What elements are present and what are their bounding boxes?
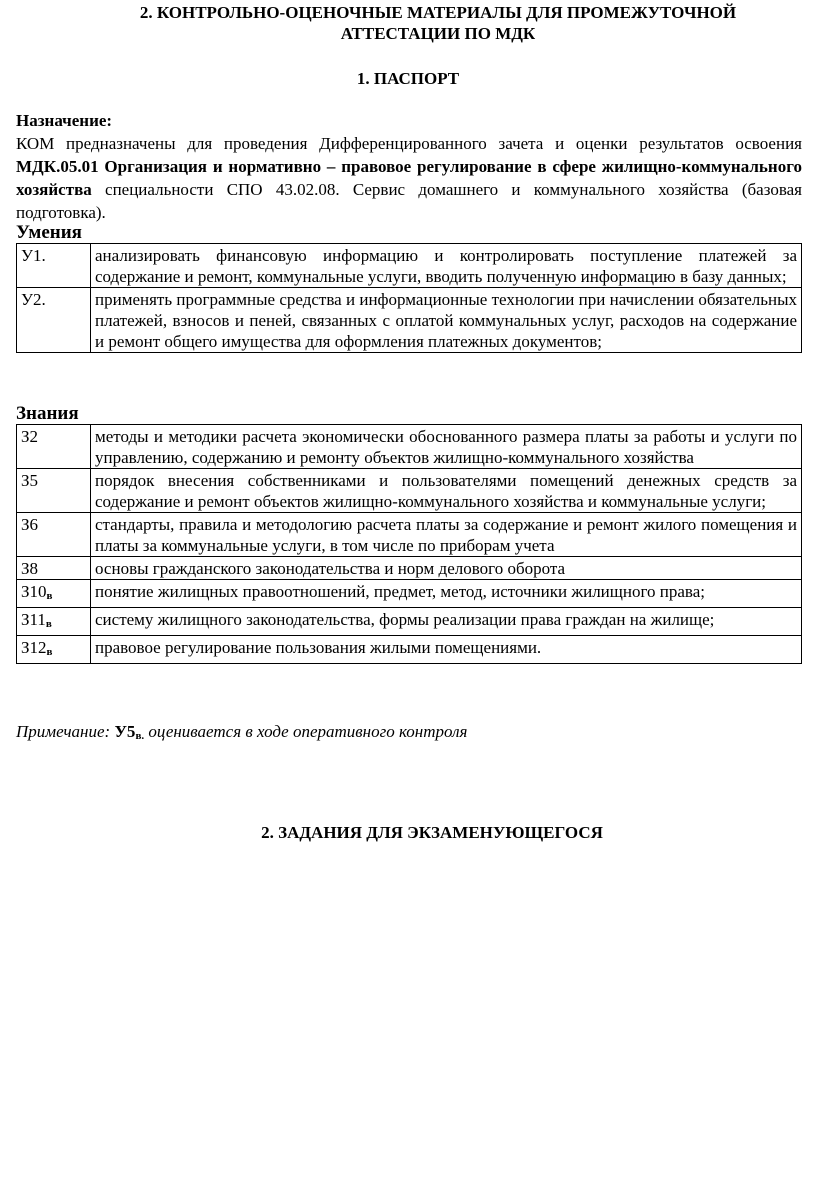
knowledge-code-main: З12 [21,638,47,657]
table-row [17,244,802,288]
knowledge-text: правовое регулирование пользования жилыми помещениями. [91,636,802,664]
note-text: оценивается в ходе оперативного контроля [148,722,468,741]
knowledge-text: основы гражданского законодательства и норм делового оборота [91,557,802,580]
table-row [17,513,802,557]
skills-table [16,243,802,353]
purpose-label: Назначение: [16,111,113,130]
knowledge-code: З8 [17,557,91,580]
skill-text: применять программные средства и информационные технологии при начислении обязательных платежей, взносов и пеней, связанных с оплатой коммунальных услуг, расходов на содержание и ремонт общего имущества для оформления платежных документов; [91,288,802,353]
skill-text: анализировать финансовую информацию и контролировать поступление платежей за содержание и ремонт, коммунальные услуги, вводить полученную информацию в базу данных; [91,244,802,288]
knowledge-code-sub: в [46,590,53,602]
table-row [17,469,802,513]
knowledge-heading: Знания [16,403,79,424]
knowledge-code-sub: в [45,618,52,630]
knowledge-text: стандарты, правила и методологию расчета платы за содержание и ремонт жилого помещения и платы за коммунальные услуги, в том числе по приборам учета [91,513,802,557]
passport-heading: 1. ПАСПОРТ [356,69,460,88]
knowledge-text: понятие жилищных правоотношений, предмет, метод, источники жилищного права; [91,580,802,608]
knowledge-table [16,424,802,664]
table-row [17,425,802,469]
tasks-heading: 2. ЗАДАНИЯ ДЛЯ ЭКЗАМЕНУЮЩЕГОСЯ [261,823,603,842]
note-code-sub: в. [135,730,145,742]
table-row [17,288,802,353]
skill-code: У1. [17,244,91,288]
skills-heading: Умения [16,222,82,243]
knowledge-code [17,608,91,636]
knowledge-code: З5 [17,469,91,513]
knowledge-code [17,636,91,664]
knowledge-code [17,580,91,608]
purpose-text-bold: МДК.05.01 Организация и нормативно – правовое регулирование в сфере жилищно-коммунального хозяйства [16,157,802,199]
table-row [17,636,802,664]
table-row [17,608,802,636]
table-row [17,580,802,608]
knowledge-code: З6 [17,513,91,557]
knowledge-text: порядок внесения собственниками и пользователями помещений денежных средств за содержание и ремонт объектов жилищно-коммунального хозяйства и коммунальные услуги; [91,469,802,513]
purpose-paragraph [16,132,802,224]
knowledge-text: систему жилищного законодательства, формы реализации права граждан на жилище; [91,608,802,636]
main-heading-line2: АТТЕСТАЦИИ ПО МДК [340,24,536,43]
table-row [17,557,802,580]
purpose-text-2: специальности СПО 43.02.08. Сервис домашнего и коммунального хозяйства (базовая подготовка). [16,180,802,222]
note-code [114,722,144,741]
knowledge-code: З2 [17,425,91,469]
note-line [16,722,467,742]
main-heading-line1: 2. КОНТРОЛЬНО-ОЦЕНОЧНЫЕ МАТЕРИАЛЫ ДЛЯ ПРОМЕЖУТОЧНОЙ [139,3,737,22]
knowledge-code-sub: в [46,646,53,658]
knowledge-text: методы и методики расчета экономически обоснованного размера платы за работы и услуги по управлению, содержанию и ремонту объектов жилищно-коммунального хозяйства [91,425,802,469]
knowledge-code-main: З10 [21,582,47,601]
skill-code: У2. [17,288,91,353]
note-label: Примечание: [16,722,111,741]
purpose-text-1: КОМ предназначены для проведения Дифференцированного зачета и оценки результатов освоения [16,134,802,153]
note-code-main: У5 [114,722,136,741]
knowledge-code-main: З11 [21,610,46,629]
